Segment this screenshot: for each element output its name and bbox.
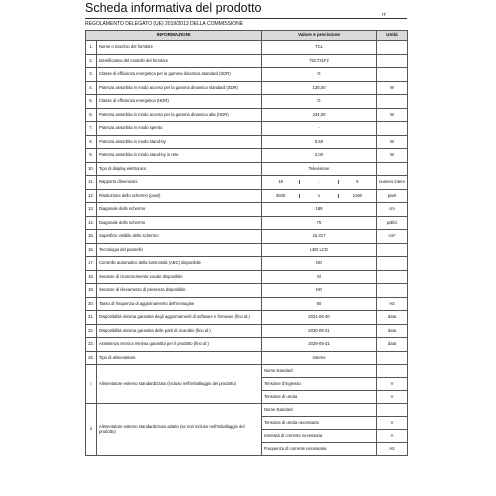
row-label: Tecnologia del pannello — [97, 243, 262, 257]
document-title: Scheda informativa del prodotto — [85, 1, 262, 15]
row-value: 75C721F2 — [262, 54, 377, 68]
psu-sub-label: Frequenza di corrente necessaria — [262, 443, 377, 456]
row-unit: data — [377, 324, 408, 338]
row-label: Classe di efficienza energetica per la gamma dinamica standard (SDR) — [97, 68, 262, 82]
row-unit: numero intero — [377, 176, 408, 190]
row-unit — [377, 243, 408, 257]
table-row — [86, 108, 408, 122]
row-unit — [377, 68, 408, 82]
table-row — [86, 203, 408, 217]
split-part-b: 9 — [356, 179, 359, 185]
row-number: 10. — [86, 162, 97, 176]
row-value: 2,00 — [262, 149, 377, 163]
row-unit: W — [377, 135, 408, 149]
psu-group-label: Alimentatore esterno standardizzato (incluso nell'imballaggio del prodotto) — [97, 365, 262, 404]
table-row — [86, 284, 408, 298]
row-label: Potenza assorbita in modo spento — [97, 122, 262, 136]
row-unit: data — [377, 311, 408, 325]
psu-sub-unit: V — [377, 378, 408, 391]
row-value: 2029-05-31 — [262, 338, 377, 352]
row-label: Tipo di display elettronico — [97, 162, 262, 176]
split-part-sep: x — [300, 194, 338, 198]
table-row — [86, 41, 408, 55]
table-row — [86, 189, 408, 203]
row-unit: cm — [377, 203, 408, 217]
row-number: 14. — [86, 216, 97, 230]
row-number: 24. — [86, 351, 97, 365]
row-number: 20. — [86, 297, 97, 311]
row-number: 19. — [86, 284, 97, 298]
row-value: NO — [262, 284, 377, 298]
table-row — [86, 81, 408, 95]
psu-group-number: ii — [86, 404, 97, 456]
row-value: - — [262, 122, 377, 136]
column-header-unit: Unità — [377, 31, 408, 41]
row-unit: data — [377, 338, 408, 352]
row-unit — [377, 54, 408, 68]
psu-sub-label: Tensione di uscita — [262, 391, 377, 404]
psu-sub-unit — [377, 365, 408, 378]
row-value: TCL — [262, 41, 377, 55]
row-value: Interno — [262, 351, 377, 365]
psu-sub-unit: A — [377, 430, 408, 443]
row-number: 13. — [86, 203, 97, 217]
table-row — [86, 324, 408, 338]
row-label: Sensore di riconoscimento vocale disponibile — [97, 270, 262, 284]
row-label: Potenza assorbita in modo acceso per la gamma dinamica standard (SDR) — [97, 81, 262, 95]
split-part-a: 16 — [262, 180, 300, 184]
table-row — [86, 257, 408, 271]
split-part-b: 2160 — [352, 192, 362, 198]
row-label: Assistenza tecnica minima garantita per il prodotto (fino al:) — [97, 338, 262, 352]
title-divider — [85, 18, 407, 19]
row-number: 15. — [86, 230, 97, 244]
row-label: Disponibilità minima garantita delle parti di ricambio (fino al:) — [97, 324, 262, 338]
psu-group-number: i — [86, 365, 97, 404]
row-label: Potenza assorbita in modo acceso per la gamma dinamica alta (HDR) — [97, 108, 262, 122]
psu-sub-label: Tensione d'ingresso — [262, 378, 377, 391]
row-unit: Hz — [377, 297, 408, 311]
row-label: Nome o marchio del fornitore — [97, 41, 262, 55]
row-number: 3. — [86, 68, 97, 82]
row-label: Sensore di rilevamento di presenza disponibile — [97, 284, 262, 298]
row-value: 135,00 — [262, 81, 377, 95]
table-row — [86, 243, 408, 257]
row-number: 11. — [86, 176, 97, 190]
row-number: 6. — [86, 108, 97, 122]
row-number: 4. — [86, 81, 97, 95]
table-row — [86, 149, 408, 163]
table-row — [86, 135, 408, 149]
row-value: G — [262, 68, 377, 82]
row-value: 234,00 — [262, 108, 377, 122]
table-row — [86, 68, 408, 82]
row-number: 12. — [86, 189, 97, 203]
table-row — [86, 311, 408, 325]
row-unit — [377, 162, 408, 176]
psu-row — [86, 404, 408, 417]
table-row — [86, 351, 408, 365]
row-value: 2030-05-31 — [262, 324, 377, 338]
regulation-subtitle: REGOLAMENTO DELEGATO (UE) 2019/2013 DELLA COMMISSIONE — [85, 21, 244, 27]
row-value: 2031-06-30 — [262, 311, 377, 325]
row-label: Tipo di alimentatore — [97, 351, 262, 365]
row-value: LED LCD — [262, 243, 377, 257]
row-split-value — [262, 176, 377, 190]
row-number: 22. — [86, 324, 97, 338]
table-row — [86, 270, 408, 284]
row-number: 5. — [86, 95, 97, 109]
row-number: 21. — [86, 311, 97, 325]
row-label: Disponibilità minima garantita degli aggiornamenti di software e firmware (fino al:) — [97, 311, 262, 325]
row-number: 7. — [86, 122, 97, 136]
row-label: Superficie visibile dello schermo — [97, 230, 262, 244]
row-number: 2. — [86, 54, 97, 68]
language-code: IT — [382, 12, 386, 17]
row-value: 0,50 — [262, 135, 377, 149]
table-row — [86, 338, 408, 352]
psu-sub-unit — [377, 404, 408, 417]
row-value: 75 — [262, 216, 377, 230]
psu-sub-label: Nome standard — [262, 365, 377, 378]
psu-sub-unit: V — [377, 417, 408, 430]
row-unit — [377, 257, 408, 271]
row-unit — [377, 284, 408, 298]
psu-sub-label: Tensione di uscita necessaria — [262, 417, 377, 430]
psu-sub-unit: Hz — [377, 443, 408, 456]
row-value: 60 — [262, 297, 377, 311]
column-header-value: Valore e precisione — [262, 31, 377, 41]
table-row — [86, 176, 408, 190]
row-split-value — [262, 189, 377, 203]
row-label: Classe di efficienza energetica (HDR) — [97, 95, 262, 109]
split-part-a: 3840 — [262, 194, 300, 198]
row-value: NO — [262, 257, 377, 271]
row-value: 15 317 — [262, 230, 377, 244]
psu-group-label: Alimentatore esterno standardizzato adatto (se non incluso nell'imballaggio del prodotto) — [97, 404, 262, 456]
table-row — [86, 216, 408, 230]
row-unit — [377, 122, 408, 136]
row-value: 189 — [262, 203, 377, 217]
row-number: 18. — [86, 270, 97, 284]
row-number: 23. — [86, 338, 97, 352]
row-label: Identificativo del modello del fornitore — [97, 54, 262, 68]
product-info-table — [85, 30, 408, 456]
psu-row — [86, 365, 408, 378]
row-unit: pixel — [377, 189, 408, 203]
table-row — [86, 122, 408, 136]
row-label: Controllo automatico della luminosità (ABC) disponibile — [97, 257, 262, 271]
row-number: 9. — [86, 149, 97, 163]
row-label: Potenza assorbita in modo stand-by in rete — [97, 149, 262, 163]
column-header-info: INFORMAZIONI — [86, 31, 262, 41]
psu-sub-label: Intensità di corrente necessaria — [262, 430, 377, 443]
row-label: Diagonale dello schermo — [97, 216, 262, 230]
row-unit: W — [377, 81, 408, 95]
row-unit — [377, 41, 408, 55]
table-row — [86, 230, 408, 244]
row-label: Rapporto dimensioni — [97, 176, 262, 190]
row-label: Risoluzione dello schermo (pixel) — [97, 189, 262, 203]
psu-sub-label: Nome standard — [262, 404, 377, 417]
row-value: G — [262, 95, 377, 109]
row-unit: W — [377, 108, 408, 122]
row-unit: cm² — [377, 230, 408, 244]
table-row — [86, 162, 408, 176]
row-unit — [377, 270, 408, 284]
row-value: Televisione — [262, 162, 377, 176]
split-part-sep: : — [300, 180, 338, 184]
row-number: 8. — [86, 135, 97, 149]
row-number: 1. — [86, 41, 97, 55]
row-unit: W — [377, 149, 408, 163]
row-label: Diagonale dello schermo — [97, 203, 262, 217]
row-number: 16. — [86, 243, 97, 257]
row-number: 17. — [86, 257, 97, 271]
row-unit — [377, 351, 408, 365]
psu-sub-unit: V — [377, 391, 408, 404]
row-label: Potenza assorbita in modo stand-by — [97, 135, 262, 149]
row-label: Tasso di frequenza di aggiornamento dell'immagine — [97, 297, 262, 311]
table-row — [86, 54, 408, 68]
row-unit: pollici — [377, 216, 408, 230]
table-row — [86, 297, 408, 311]
table-row — [86, 95, 408, 109]
row-unit — [377, 95, 408, 109]
row-value: SÌ — [262, 270, 377, 284]
